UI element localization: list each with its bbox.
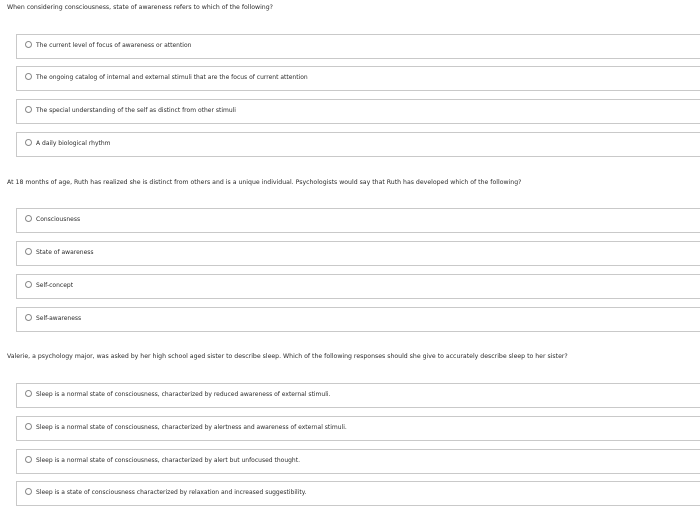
option-label: Self-awareness <box>36 315 82 322</box>
question-3-option-4[interactable] <box>16 481 700 506</box>
radio-button[interactable] <box>25 488 32 495</box>
option-label: Sleep is a state of consciousness characterized by relaxation and increased suggestibility. <box>36 489 307 496</box>
option-label: A daily biological rhythm <box>36 140 111 147</box>
radio-button[interactable] <box>25 248 32 255</box>
radio-button[interactable] <box>25 314 32 321</box>
question-1-text: When considering consciousness, state of awareness refers to which of the following? <box>7 4 273 11</box>
option-label: Consciousness <box>36 216 81 223</box>
question-3-text: Valerie, a psychology major, was asked by her high school aged sister to describe sleep. Which of the following responses should she give to accurately describe sleep to her sister? <box>7 353 568 360</box>
radio-button[interactable] <box>25 423 32 430</box>
radio-button[interactable] <box>25 281 32 288</box>
question-2-option-2[interactable] <box>16 241 700 266</box>
radio-button[interactable] <box>25 106 32 113</box>
question-1-option-2[interactable] <box>16 66 700 91</box>
option-label: The current level of focus of awareness or attention <box>36 42 192 49</box>
radio-button[interactable] <box>25 456 32 463</box>
radio-button[interactable] <box>25 139 32 146</box>
question-3-option-2[interactable] <box>16 416 700 441</box>
radio-button[interactable] <box>25 215 32 222</box>
option-label: Self-concept <box>36 282 74 289</box>
question-1-option-1[interactable] <box>16 34 700 59</box>
radio-button[interactable] <box>25 390 32 397</box>
question-1-option-3[interactable] <box>16 99 700 124</box>
question-2-text: At 18 months of age, Ruth has realized she is distinct from others and is a unique individual. Psychologists would say that Ruth has developed which of the following? <box>7 179 522 186</box>
option-label: Sleep is a normal state of consciousness, characterized by alert but unfocused thought. <box>36 457 300 464</box>
question-2-option-1[interactable] <box>16 208 700 233</box>
option-label: State of awareness <box>36 249 94 256</box>
question-2-option-4[interactable] <box>16 307 700 332</box>
radio-button[interactable] <box>25 41 32 48</box>
option-label: The special understanding of the self as distinct from other stimuli <box>36 107 236 114</box>
question-3-option-3[interactable] <box>16 449 700 474</box>
question-2-option-3[interactable] <box>16 274 700 299</box>
option-label: The ongoing catalog of internal and external stimuli that are the focus of current attention <box>36 74 308 81</box>
question-1-option-4[interactable] <box>16 132 700 157</box>
option-label: Sleep is a normal state of consciousness, characterized by alertness and awareness of external stimuli. <box>36 424 347 431</box>
option-label: Sleep is a normal state of consciousness, characterized by reduced awareness of external stimuli. <box>36 391 331 398</box>
radio-button[interactable] <box>25 73 32 80</box>
question-3-option-1[interactable] <box>16 383 700 408</box>
